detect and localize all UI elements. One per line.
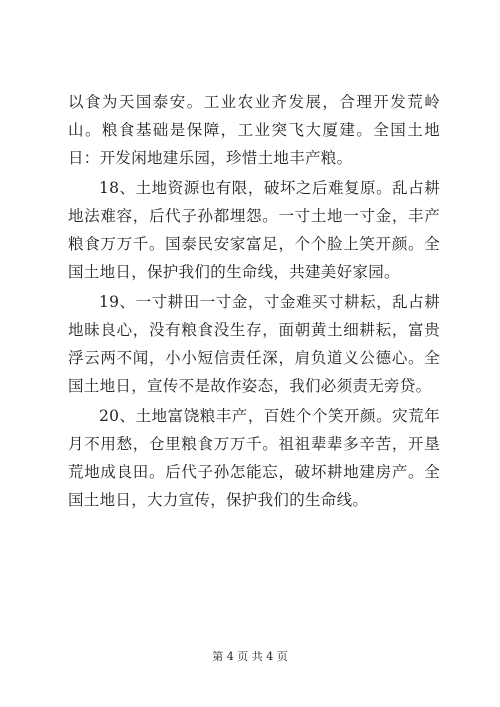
paragraph-continuation: 以食为天国泰安。工业农业齐发展，合理开发荒岭山。粮食基础是保障，工业突飞大厦建。全国土地日：开发闲地建乐园，珍惜土地丰产粮。 <box>68 93 440 167</box>
paragraph-slogan-20: 20、土地富饶粮丰产，百姓个个笑开颜。灾荒年月不用愁，仓里粮食万万千。祖祖辈辈多辛苦，开垦荒地成良田。后代子孙怎能忘，破坏耕地建房产。全国土地日，大力宣传，保护我们的生命线。 <box>68 407 440 509</box>
document-body <box>68 88 440 516</box>
page-number-footer: 第 4 页 共 4 页 <box>212 650 288 663</box>
paragraph-slogan-19: 19、一寸耕田一寸金，寸金难买寸耕耘，乱占耕地昧良心，没有粮食没生存，面朝黄土细耕耘，富贵浮云两不闻，小小短信责任深，肩负道义公德心。全国土地日，宣传不是故作姿态，我们必须责无旁贷。 <box>68 293 440 395</box>
paragraph-slogan-18: 18、土地资源也有限，破坏之后难复原。乱占耕地法难容，后代子孙都埋怨。一寸土地一寸金，丰产粮食万万千。国泰民安家富足，个个脸上笑开颜。全国土地日，保护我们的生命线，共建美好家园。 <box>68 179 440 281</box>
